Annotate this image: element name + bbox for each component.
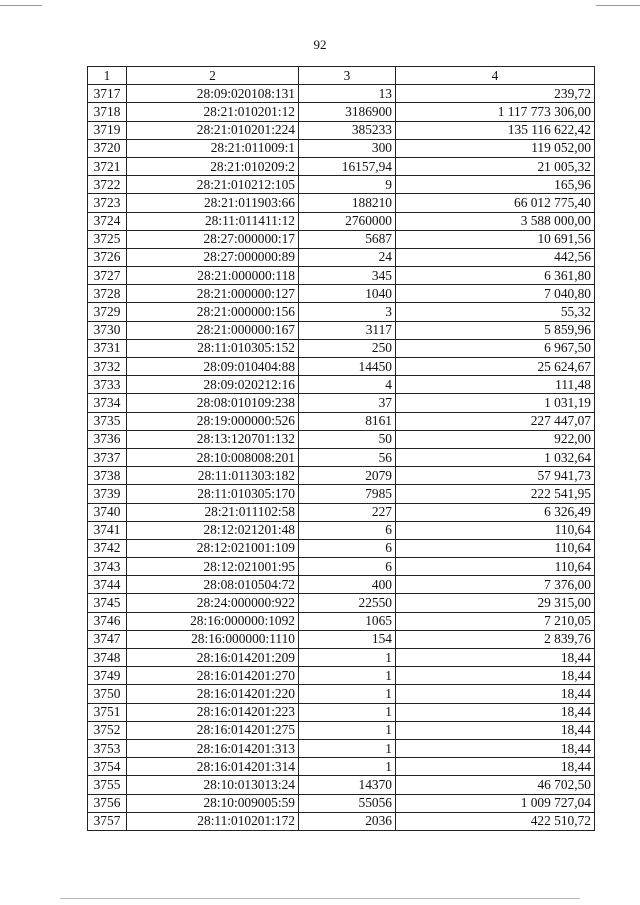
value-cell: 442,56	[396, 248, 595, 266]
table-row	[88, 121, 595, 139]
value-cell: 21 005,32	[396, 157, 595, 175]
value-cell: 66 012 775,40	[396, 194, 595, 212]
cadastral-number-cell: 28:24:000000:922	[127, 594, 299, 612]
row-number-cell: 3739	[88, 485, 127, 503]
table-row	[88, 630, 595, 648]
area-cell: 1040	[299, 285, 396, 303]
row-number-cell: 3755	[88, 776, 127, 794]
row-number-cell: 3735	[88, 412, 127, 430]
value-cell: 18,44	[396, 739, 595, 757]
column-header-1: 1	[88, 67, 127, 85]
value-cell: 46 702,50	[396, 776, 595, 794]
value-cell: 18,44	[396, 649, 595, 667]
cadastral-number-cell: 28:21:000000:156	[127, 303, 299, 321]
table-row	[88, 721, 595, 739]
value-cell: 18,44	[396, 721, 595, 739]
table-row	[88, 539, 595, 557]
table-row	[88, 339, 595, 357]
cadastral-number-cell: 28:16:000000:1092	[127, 612, 299, 630]
value-cell: 119 052,00	[396, 139, 595, 157]
table-row	[88, 448, 595, 466]
row-number-cell: 3736	[88, 430, 127, 448]
area-cell: 385233	[299, 121, 396, 139]
table-row	[88, 649, 595, 667]
cadastral-number-cell: 28:09:020108:131	[127, 85, 299, 103]
cadastral-number-cell: 28:11:010201:172	[127, 812, 299, 830]
table-row	[88, 194, 595, 212]
row-number-cell: 3753	[88, 739, 127, 757]
row-number-cell: 3732	[88, 358, 127, 376]
area-cell: 154	[299, 630, 396, 648]
value-cell: 239,72	[396, 85, 595, 103]
row-number-cell: 3718	[88, 103, 127, 121]
row-number-cell: 3737	[88, 448, 127, 466]
area-cell: 13	[299, 85, 396, 103]
cadastral-number-cell: 28:16:014201:209	[127, 649, 299, 667]
row-number-cell: 3728	[88, 285, 127, 303]
table-row	[88, 758, 595, 776]
value-cell: 18,44	[396, 685, 595, 703]
row-number-cell: 3741	[88, 521, 127, 539]
table-row	[88, 612, 595, 630]
table-row	[88, 230, 595, 248]
area-cell: 250	[299, 339, 396, 357]
table-row	[88, 212, 595, 230]
table-row	[88, 376, 595, 394]
row-number-cell: 3724	[88, 212, 127, 230]
value-cell: 227 447,07	[396, 412, 595, 430]
table-row	[88, 667, 595, 685]
cadastral-number-cell: 28:11:010305:170	[127, 485, 299, 503]
value-cell: 10 691,56	[396, 230, 595, 248]
cadastral-number-cell: 28:16:014201:270	[127, 667, 299, 685]
table-row	[88, 303, 595, 321]
table-row	[88, 703, 595, 721]
cadastral-number-cell: 28:10:013013:24	[127, 776, 299, 794]
cadastral-number-cell: 28:16:014201:223	[127, 703, 299, 721]
cadastral-number-cell: 28:11:010305:152	[127, 339, 299, 357]
value-cell: 55,32	[396, 303, 595, 321]
area-cell: 3117	[299, 321, 396, 339]
area-cell: 4	[299, 376, 396, 394]
area-cell: 2760000	[299, 212, 396, 230]
table-row	[88, 248, 595, 266]
cadastral-number-cell: 28:21:010209:2	[127, 157, 299, 175]
cadastral-number-cell: 28:27:000000:89	[127, 248, 299, 266]
table-row	[88, 521, 595, 539]
value-cell: 1 009 727,04	[396, 794, 595, 812]
cadastral-number-cell: 28:19:000000:526	[127, 412, 299, 430]
cadastral-number-cell: 28:21:000000:167	[127, 321, 299, 339]
table-row	[88, 176, 595, 194]
row-number-cell: 3757	[88, 812, 127, 830]
scan-mark-top	[0, 5, 42, 6]
row-number-cell: 3740	[88, 503, 127, 521]
cadastral-number-cell: 28:21:010201:224	[127, 121, 299, 139]
cadastral-number-cell: 28:09:020212:16	[127, 376, 299, 394]
row-number-cell: 3751	[88, 703, 127, 721]
row-number-cell: 3722	[88, 176, 127, 194]
row-number-cell: 3719	[88, 121, 127, 139]
row-number-cell: 3717	[88, 85, 127, 103]
table-row	[88, 285, 595, 303]
area-cell: 2036	[299, 812, 396, 830]
area-cell: 227	[299, 503, 396, 521]
area-cell: 7985	[299, 485, 396, 503]
area-cell: 5687	[299, 230, 396, 248]
page-number: 92	[313, 37, 327, 52]
row-number-cell: 3750	[88, 685, 127, 703]
area-cell: 6	[299, 539, 396, 557]
row-number-cell: 3744	[88, 576, 127, 594]
cadastral-number-cell: 28:21:011009:1	[127, 139, 299, 157]
table-row	[88, 739, 595, 757]
cadastral-number-cell: 28:09:010404:88	[127, 358, 299, 376]
table-row	[88, 503, 595, 521]
row-number-cell: 3733	[88, 376, 127, 394]
cadastral-number-cell: 28:12:021001:109	[127, 539, 299, 557]
table-row	[88, 157, 595, 175]
cadastral-number-cell: 28:16:000000:1110	[127, 630, 299, 648]
area-cell: 1	[299, 703, 396, 721]
area-cell: 1065	[299, 612, 396, 630]
area-cell: 6	[299, 521, 396, 539]
value-cell: 135 116 622,42	[396, 121, 595, 139]
area-cell: 56	[299, 448, 396, 466]
row-number-cell: 3726	[88, 248, 127, 266]
value-cell: 7 210,05	[396, 612, 595, 630]
value-cell: 110,64	[396, 521, 595, 539]
area-cell: 55056	[299, 794, 396, 812]
cadastral-number-cell: 28:16:014201:314	[127, 758, 299, 776]
table-row	[88, 358, 595, 376]
column-header-2: 2	[127, 67, 299, 85]
row-number-cell: 3727	[88, 267, 127, 285]
cadastral-number-cell: 28:16:014201:313	[127, 739, 299, 757]
cadastral-number-cell: 28:21:010201:12	[127, 103, 299, 121]
row-number-cell: 3725	[88, 230, 127, 248]
row-number-cell: 3721	[88, 157, 127, 175]
cadastral-number-cell: 28:21:000000:127	[127, 285, 299, 303]
cadastral-number-cell: 28:10:009005:59	[127, 794, 299, 812]
area-cell: 1	[299, 667, 396, 685]
area-cell: 22550	[299, 594, 396, 612]
row-number-cell: 3756	[88, 794, 127, 812]
row-number-cell: 3749	[88, 667, 127, 685]
value-cell: 111,48	[396, 376, 595, 394]
column-header-4: 4	[396, 67, 595, 85]
cadastral-number-cell: 28:21:010212:105	[127, 176, 299, 194]
table-row	[88, 776, 595, 794]
area-cell: 2079	[299, 467, 396, 485]
cadastral-number-cell: 28:08:010109:238	[127, 394, 299, 412]
row-number-cell: 3734	[88, 394, 127, 412]
row-number-cell: 3752	[88, 721, 127, 739]
area-cell: 345	[299, 267, 396, 285]
value-cell: 5 859,96	[396, 321, 595, 339]
area-cell: 6	[299, 558, 396, 576]
table-row	[88, 812, 595, 830]
table-row	[88, 794, 595, 812]
cadastral-number-cell: 28:11:011411:12	[127, 212, 299, 230]
value-cell: 1 032,64	[396, 448, 595, 466]
row-number-cell: 3746	[88, 612, 127, 630]
value-cell: 110,64	[396, 539, 595, 557]
value-cell: 7 040,80	[396, 285, 595, 303]
value-cell: 6 326,49	[396, 503, 595, 521]
value-cell: 29 315,00	[396, 594, 595, 612]
area-cell: 24	[299, 248, 396, 266]
area-cell: 14370	[299, 776, 396, 794]
table-row	[88, 321, 595, 339]
table-header-row	[88, 67, 595, 85]
value-cell: 18,44	[396, 703, 595, 721]
cadastral-number-cell: 28:16:014201:220	[127, 685, 299, 703]
table-row	[88, 103, 595, 121]
row-number-cell: 3723	[88, 194, 127, 212]
value-cell: 1 117 773 306,00	[396, 103, 595, 121]
area-cell: 400	[299, 576, 396, 594]
value-cell: 3 588 000,00	[396, 212, 595, 230]
table-row	[88, 485, 595, 503]
cadastral-number-cell: 28:27:000000:17	[127, 230, 299, 248]
cadastral-number-cell: 28:21:011102:58	[127, 503, 299, 521]
cadastral-number-cell: 28:10:008008:201	[127, 448, 299, 466]
area-cell: 188210	[299, 194, 396, 212]
value-cell: 7 376,00	[396, 576, 595, 594]
cadastral-number-cell: 28:13:120701:132	[127, 430, 299, 448]
area-cell: 1	[299, 721, 396, 739]
area-cell: 9	[299, 176, 396, 194]
row-number-cell: 3742	[88, 539, 127, 557]
area-cell: 8161	[299, 412, 396, 430]
area-cell: 3186900	[299, 103, 396, 121]
row-number-cell: 3745	[88, 594, 127, 612]
column-header-3: 3	[299, 67, 396, 85]
table-body	[88, 85, 595, 831]
row-number-cell: 3720	[88, 139, 127, 157]
area-cell: 3	[299, 303, 396, 321]
row-number-cell: 3729	[88, 303, 127, 321]
area-cell: 50	[299, 430, 396, 448]
table-row	[88, 139, 595, 157]
cadastral-number-cell: 28:21:011903:66	[127, 194, 299, 212]
table-row	[88, 576, 595, 594]
cadastral-number-cell: 28:12:021201:48	[127, 521, 299, 539]
cadastral-number-cell: 28:16:014201:275	[127, 721, 299, 739]
value-cell: 1 031,19	[396, 394, 595, 412]
value-cell: 2 839,76	[396, 630, 595, 648]
cadastral-number-cell: 28:12:021001:95	[127, 558, 299, 576]
row-number-cell: 3748	[88, 649, 127, 667]
table-row	[88, 467, 595, 485]
row-number-cell: 3754	[88, 758, 127, 776]
value-cell: 18,44	[396, 667, 595, 685]
table-row	[88, 685, 595, 703]
row-number-cell: 3747	[88, 630, 127, 648]
value-cell: 6 361,80	[396, 267, 595, 285]
area-cell: 1	[299, 685, 396, 703]
row-number-cell: 3738	[88, 467, 127, 485]
data-table	[87, 66, 595, 831]
table-row	[88, 394, 595, 412]
row-number-cell: 3730	[88, 321, 127, 339]
row-number-cell: 3731	[88, 339, 127, 357]
table-row	[88, 594, 595, 612]
value-cell: 110,64	[396, 558, 595, 576]
value-cell: 422 510,72	[396, 812, 595, 830]
value-cell: 18,44	[396, 758, 595, 776]
cadastral-number-cell: 28:08:010504:72	[127, 576, 299, 594]
value-cell: 165,96	[396, 176, 595, 194]
value-cell: 25 624,67	[396, 358, 595, 376]
scan-mark-bottom	[60, 898, 580, 899]
value-cell: 57 941,73	[396, 467, 595, 485]
cadastral-number-cell: 28:11:011303:182	[127, 467, 299, 485]
table-row	[88, 267, 595, 285]
area-cell: 37	[299, 394, 396, 412]
table-row	[88, 430, 595, 448]
area-cell: 1	[299, 758, 396, 776]
table-row	[88, 412, 595, 430]
area-cell: 1	[299, 649, 396, 667]
table-row	[88, 85, 595, 103]
area-cell: 16157,94	[299, 157, 396, 175]
row-number-cell: 3743	[88, 558, 127, 576]
value-cell: 922,00	[396, 430, 595, 448]
scan-mark-top-right	[596, 5, 640, 6]
area-cell: 300	[299, 139, 396, 157]
value-cell: 6 967,50	[396, 339, 595, 357]
area-cell: 1	[299, 739, 396, 757]
cadastral-number-cell: 28:21:000000:118	[127, 267, 299, 285]
table-row	[88, 558, 595, 576]
value-cell: 222 541,95	[396, 485, 595, 503]
area-cell: 14450	[299, 358, 396, 376]
